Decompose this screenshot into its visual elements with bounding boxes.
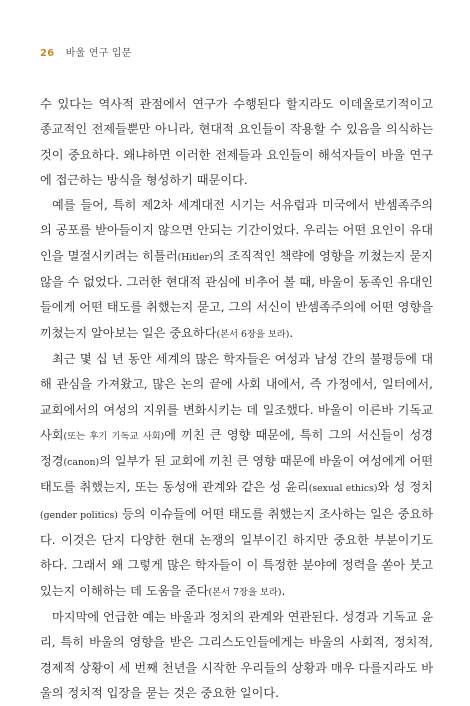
running-title: 바울 연구 입문 [65, 48, 132, 59]
inline-gloss: (gender politics) [40, 509, 118, 521]
inline-gloss: (또는 후기 기독교 사회) [63, 430, 165, 442]
inline-gloss: (canon) [63, 457, 100, 469]
chapter-reference: (본서 7장을 보라) [208, 586, 282, 598]
chapter-reference: (본서 6장을 보라) [216, 328, 290, 340]
page-number: 26 [40, 48, 55, 59]
paragraph-continuation: 수 있다는 역사적 관점에서 연구가 수행된다 할지라도 이데올로기적이고 종교적인 전제들뿐만 아니라, 현대적 요인들이 작용할 수 있음을 의식하는 것이 중요하다. 왜냐하면 이러한 전제들과 요인들이 해석자들이 바울 연구에 접근하는 방식을 형성하기 때문이다. [40, 97, 433, 187]
paragraph-wwii-example: 예를 들어, 특히 제2차 세계대전 시기는 서유럽과 미국에서 반셈족주의의 공포를 받아들이지 않으면 안되는 기간이었다. 우리는 어떤 요인이 유대인을 멸절시키려는 히틀러(Hitler)의 조직적인 책략에 영향을 끼쳤는지 묻지 않을 수 없었다. 그러한 현대적 관심에 비추어 볼 때, 바울이 동족인 유대인들에게 어떤 태도를 취했는지 묻고, 그의 서신이 반셈족주의에 어떤 영향을 끼쳤는지 알아보는 일은 중요하다(본서 6장을 보라). [40, 198, 433, 340]
running-header [40, 44, 132, 59]
body-text [40, 92, 433, 706]
inline-gloss: (Hitler) [177, 251, 213, 263]
inline-gloss: (sexual ethics) [308, 483, 378, 495]
paragraph-gender-example: 최근 몇 십 년 동안 세계의 많은 학자들은 여성과 남성 간의 불평등에 대해 관심을 가져왔고, 많은 논의 끝에 사회 내에서, 즉 가정에서, 일터에서, 교회에서의 여성의 지위를 변화시키는 데 일조했다. 바울이 이른바 기독교 사회(또는 후기 기독교 사회)에 끼친 큰 영향 때문에, 특히 그의 서신들이 성경 정경(canon)의 일부가 된 교회에 끼친 큰 영향 때문에 바울이 여성에게 어떤 태도를 취했는지, 또는 동성애 관계와 같은 성 윤리(sexual ethics)와 성 정치(gender politics) 등의 이슈들에 어떤 태도를 취했는지 조사하는 일은 중요하다. 이것은 단지 다양한 현대 논쟁의 일부이긴 하지만 중요한 부분이기도 하다. 그래서 왜 그렇게 많은 학자들이 이 특정한 분야에 정력을 쏟아 붓고 있는지 이해하는 데 도움을 준다(본서 7장을 보라). [40, 351, 433, 598]
paragraph-politics-example: 마지막에 언급한 예는 바울과 정치의 관계와 연관된다. 성경과 기독교 윤리, 특히 바울의 영향을 받은 그리스도인들에게는 바울의 사회적, 정치적, 경제적 상황이 세 번째 천년을 시작한 우리들의 상황과 매우 다를지라도 바울의 정치적 입장을 묻는 것은 중요한 일이다. [40, 609, 433, 700]
